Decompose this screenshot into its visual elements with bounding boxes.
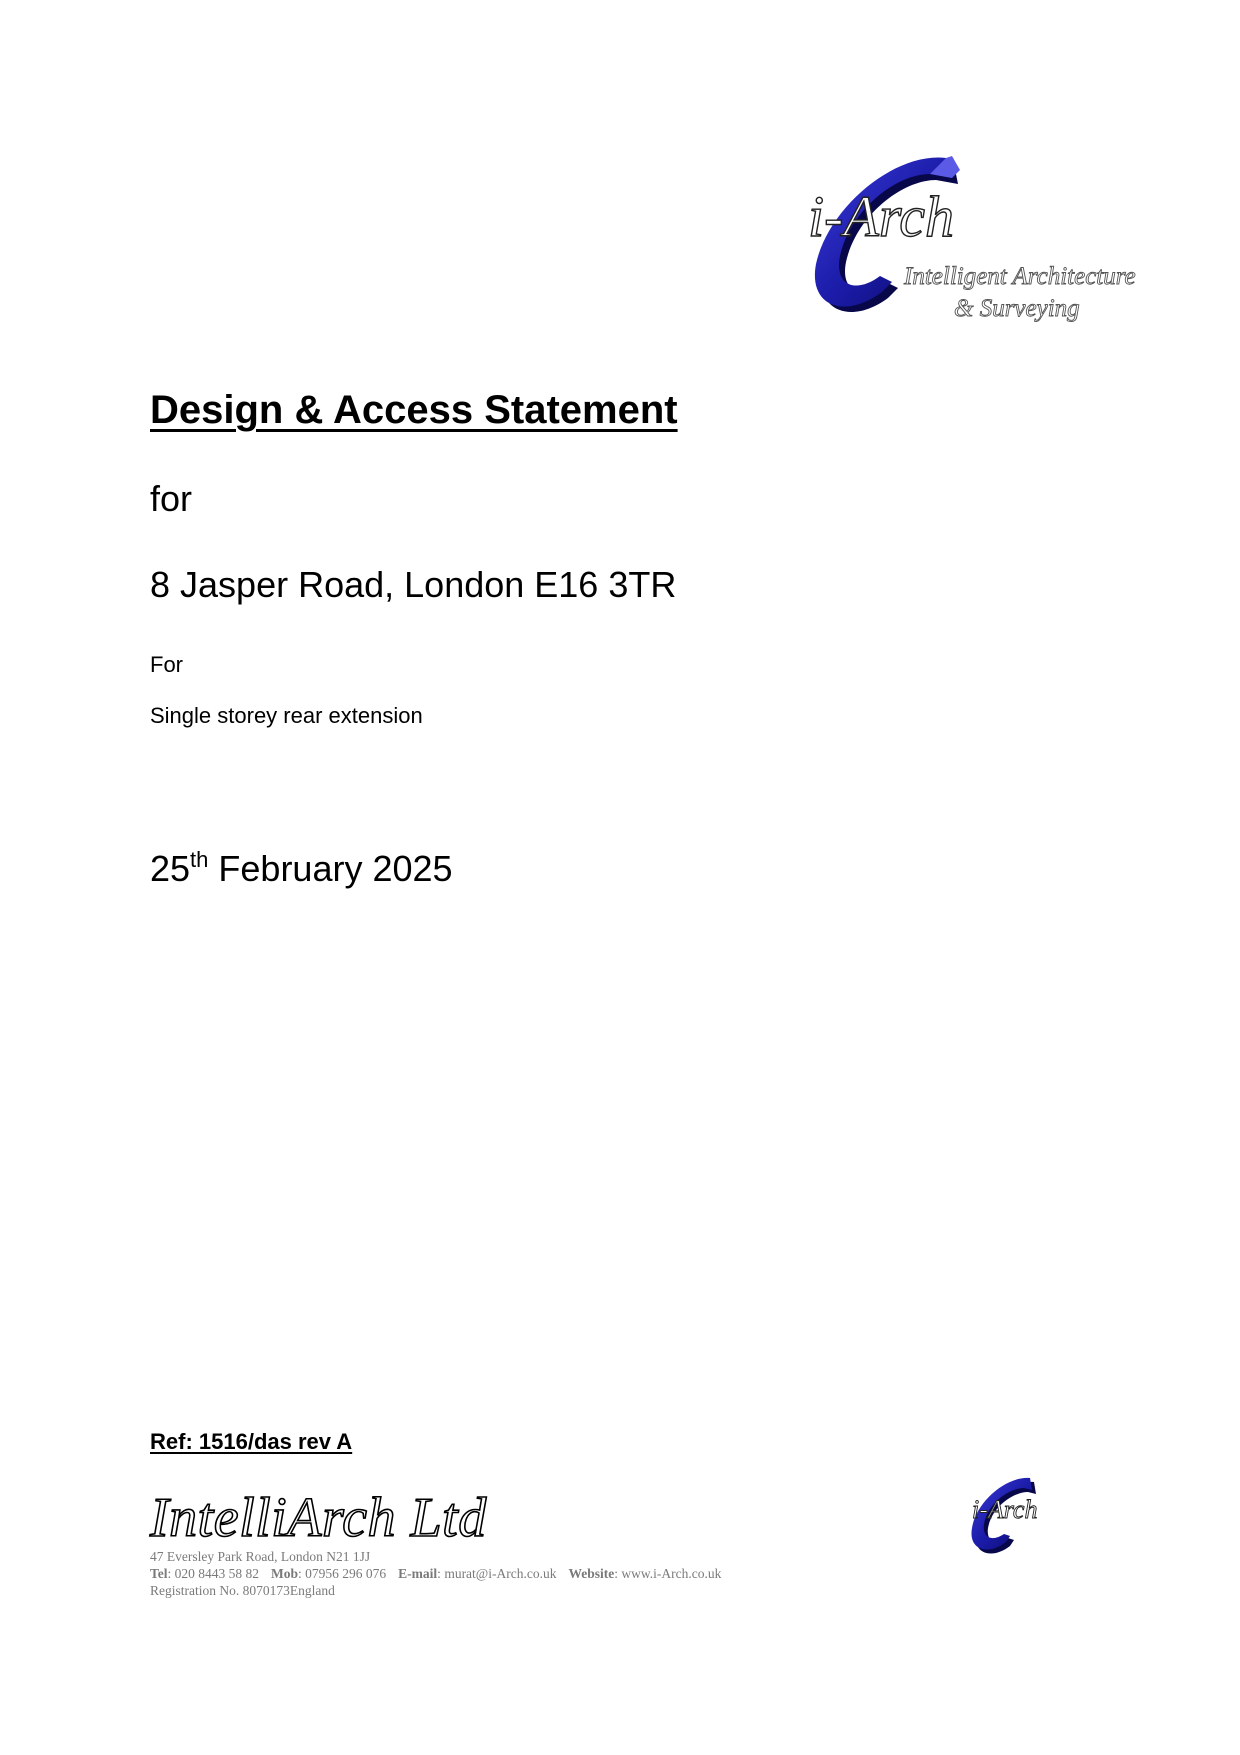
logo-tagline-line2: & Surveying — [954, 295, 1080, 322]
logo-brand-text: i-Arch — [808, 184, 955, 249]
company-details — [150, 1548, 721, 1599]
document-date — [150, 848, 453, 890]
company-name: IntelliArch Ltd — [150, 1487, 487, 1549]
company-address: 47 Eversley Park Road, London N21 1JJ — [150, 1549, 371, 1564]
email-label: E-mail — [398, 1566, 438, 1581]
project-description: Single storey rear extension — [150, 703, 423, 728]
i-arch-logo — [806, 150, 1136, 340]
date-month-year: February 2025 — [208, 848, 453, 889]
logo-tagline-line1: Intelligent Architecture — [904, 263, 1136, 290]
date-day: 25 — [150, 848, 191, 889]
for-label: for — [150, 478, 193, 519]
i-arch-small-logo — [966, 1474, 1086, 1566]
tel-label: Tel — [150, 1566, 168, 1581]
site-address: 8 Jasper Road, London E16 3TR — [150, 564, 677, 605]
tel-value: 020 8443 58 82 — [174, 1566, 260, 1581]
company-contacts: Tel: 020 8443 58 82 Mob: 07956 296 076 E-mail: murat@i-Arch.co.uk Website: www.i-Arch.co.uk — [150, 1566, 722, 1581]
mob-value: 07956 296 076 — [305, 1566, 387, 1581]
mob-label: Mob — [271, 1566, 299, 1581]
document-reference: Ref: 1516/das rev A — [150, 1429, 353, 1454]
date-suffix: th — [190, 847, 209, 872]
document-title: Design & Access Statement — [150, 388, 678, 432]
website-link[interactable]: www.i-Arch.co.uk — [621, 1566, 722, 1581]
registration-number: Registration No. 8070173England — [150, 1583, 335, 1598]
small-logo-text: i-Arch — [972, 1495, 1038, 1524]
email-link[interactable]: murat@i-Arch.co.uk — [444, 1566, 557, 1581]
for-label-small: For — [150, 652, 183, 677]
website-label: Website — [568, 1566, 615, 1581]
